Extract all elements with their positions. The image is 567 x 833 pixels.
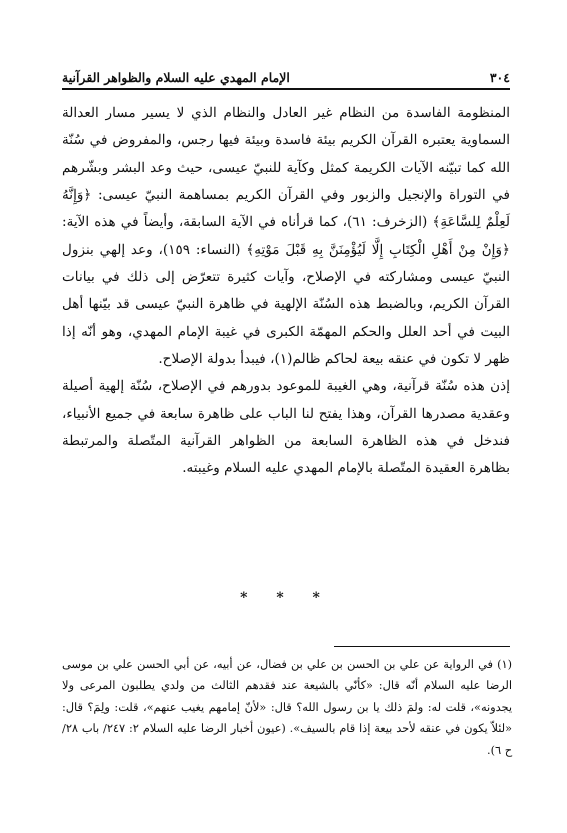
paragraph: إذن هذه سُنّة قرآنية، وهي الغيبة للموعود بدورهم في الإصلاح، سُنّة إلهية أصيلة وعقدية مصدرها القرآن، وهذا يفتح لنا الباب على ظاهرة سابعة في جميع الأنبياء، فندخل في هذه الظاهرة السابعة من الظواهر القرآنية المتّصلة والمرتبطة بظاهرة العقيدة المتّصلة بالإمام المهدي عليه السلام وغيبته. [62,378,510,477]
footnote-rule [334,646,510,647]
footnote [62,654,512,761]
section-separator: * * * [240,590,332,606]
header-rule [62,88,510,90]
main-text [62,100,510,483]
page-number: ٣٠٤ [489,69,510,85]
running-head-title: الإمام المهدي عليه السلام والظواهر القرآنية [62,69,290,85]
footnote-text: (١) في الرواية عن علي بن الحسن بن علي بن فضال، عن أبيه، عن أبي الحسن علي بن موسى الرضا عليه السلام أنّه قال: «كأنّي بالشيعة عند فقدهم الثالث من ولدي يطلبون المرعى ولا يجدونه»، قلت له: ولمَ ذلك يا بن رسول الله؟ قال: «لأنّ إمامهم يغيب عنهم»، قلت: ولِمَ؟ قال: «لئلاّ يكون في عنقه لأحد بيعة إذا قام بالسيف». (عيون أخبار الرضا عليه السلام ٢: ٢٤٧/ باب ٢٨/ ح ٦). [62,658,513,757]
paragraph: المنظومة الفاسدة من النظام غير العادل والنظام الذي لا يسير مسار العدالة السماوية يعتبره القرآن الكريم بيئة فاسدة وبيئة فيها رجس، والمفروض في سُنّة الله كما تبيّنه الآيات الكريمة كمثل وكآية للنبيّ عيسى، حيث وعد البشر وبشّرهم في التوراة والإنجيل والزبور وفي القرآن الكريم بمساهمة النبيّ عيسى: ﴿وَإِنَّهُ لَعِلْمٌ لِلسَّاعَةِ﴾ (الزخرف: ٦١)، كما قرأناه في الآية السابقة، وأيضاً في هذه الآية: ﴿وَإِنْ مِنْ أَهْلِ الْكِتَابِ إِلَّا لَيُؤْمِنَنَّ بِهِ قَبْلَ مَوْتِهِ﴾ (النساء: ١٥٩)، وعد إلهي بنزول النبيّ عيسى ومشاركته في الإصلاح، وآيات كثيرة تتعرّض إلى ذلك في بيانات القرآن الكريم، وبالضبط هذه السُنّة الإلهية في ظاهرة النبيّ عيسى قد بيّنها أهل البيت في أحد العلل والحكم المهمّة الكبرى في غيبة الإمام المهدي، وهو أنّه إذا ظهر لا تكون في عنقه بيعة لحاكم ظالم(١)، فيبدأ بدولة الإصلاح. [62,105,510,368]
running-head [62,66,510,88]
